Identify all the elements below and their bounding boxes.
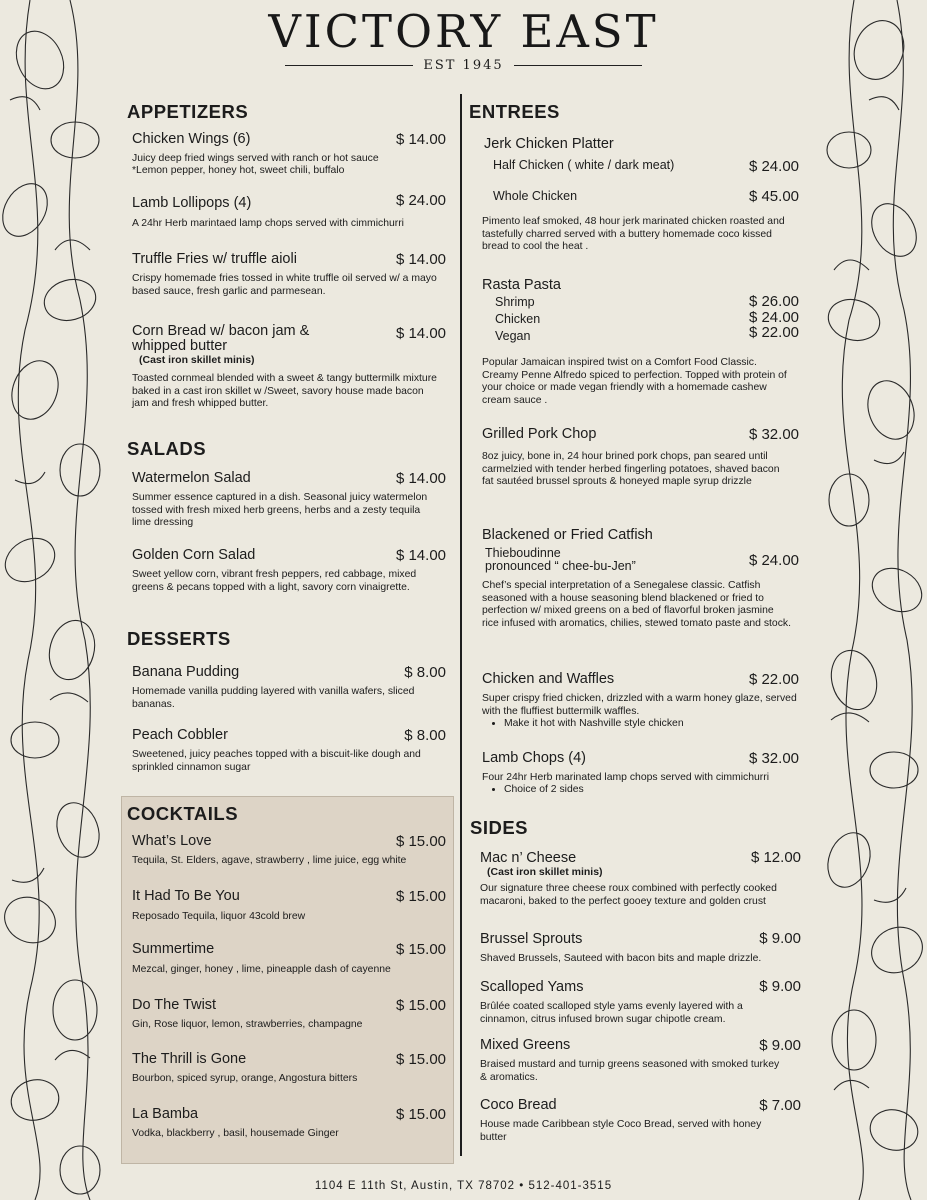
menu-item-name: Chicken and Waffles: [482, 671, 615, 687]
footer-address-phone: 1104 E 11th St, Austin, TX 78702 • 512-401-3515: [314, 1180, 613, 1192]
floral-border-right: [819, 0, 927, 1200]
menu-item-desc: Super crispy fried chicken, drizzled with a warm honey glaze, served with the fluffiest buttermilk waffles.: [482, 693, 797, 717]
menu-item-desc: Four 24hr Herb marinated lamp chops served with cimmichurri: [482, 772, 770, 783]
menu-item-desc: Reposado Tequila, liquor 43cold brew: [132, 911, 306, 922]
menu-item-desc: 8oz juicy, bone in, 24 hour brined pork chops, pan seared until carmelzied with tender herbed fingerling potatoes, shaved bacon fat sautéed brussel sprouts & honeyed maple syrup drizzle: [482, 451, 780, 488]
menu-item-note: (Cast iron skillet minis): [487, 866, 603, 878]
menu-item-price: $ 14.00: [395, 131, 446, 148]
menu-item-name: Rasta Pasta: [482, 277, 561, 293]
menu-item-bullet: • Choice of 2 sides: [504, 784, 804, 797]
menu-item-name: Banana Pudding: [132, 664, 240, 680]
menu-item-price: $ 14.00: [395, 251, 446, 268]
menu-item-desc: Braised mustard and turnip greens seasoned with smoked turkey & aromatics.: [480, 1059, 780, 1083]
menu-item-name: Brussel Sprouts: [480, 931, 583, 947]
menu-item-price: $ 8.00: [404, 727, 446, 744]
menu-item-note: (Cast iron skillet minis): [139, 354, 255, 366]
section-title-salads: SALADS: [127, 438, 207, 459]
menu-item-name: Scalloped Yams: [480, 979, 584, 995]
menu-item-option: Whole Chicken: [493, 189, 578, 203]
menu-item-desc: Tequila, St. Elders, agave, strawberry , lime juice, egg white: [132, 855, 407, 866]
menu-item-bullets: [484, 718, 804, 731]
menu-item-name: Summertime: [132, 941, 215, 957]
menu-item-price: $ 9.00: [759, 1037, 801, 1054]
menu-item-price: $ 9.00: [759, 930, 801, 947]
menu-item-price: $ 45.00: [748, 188, 799, 205]
menu-item-price: $ 24.00: [395, 192, 446, 209]
menu-item-desc: Brûlée coated scalloped style yams evenly layered with a cinnamon, citrus infused brown sugar chipotle cream.: [480, 1001, 743, 1025]
menu-item-name: Peach Cobbler: [132, 727, 228, 743]
menu-item-name: La Bamba: [132, 1106, 199, 1122]
section-title-entrees: ENTREES: [469, 101, 560, 122]
menu-item-name: Lamb Lollipops (4): [132, 195, 252, 211]
menu-item-desc: Bourbon, spiced syrup, orange, Angostura bitters: [132, 1073, 358, 1084]
menu-item-name: Mixed Greens: [480, 1037, 571, 1053]
menu-item-desc: Summer essence captured in a dish. Seasonal juicy watermelon tossed with fresh mixed herb greens, herbs and a zesty tequila lime dressing: [132, 492, 428, 529]
section-title-sides: SIDES: [470, 817, 529, 838]
menu-item-option: Thieboudinne: [485, 546, 561, 560]
header-rule-right: [514, 65, 642, 67]
menu-item-price: $ 24.00: [748, 309, 799, 326]
menu-item-desc: Shaved Brussels, Sauteed with bacon bits and maple drizzle.: [480, 953, 762, 964]
menu-item-desc: Chef’s special interpretation of a Senegalese classic. Catfish seasoned with a house seasoning blend blackened or fried to perfection w/ mixed greens on a bed of flavorful broken jasmine rice infused with aromatics, chilies, stewed tomato paste and stock.: [482, 580, 791, 629]
menu-item-name: Jerk Chicken Platter: [484, 136, 614, 152]
menu-item-price: $ 7.00: [759, 1097, 801, 1114]
menu-item-name: Chicken Wings (6): [132, 131, 251, 147]
menu-item-desc: Juicy deep fried wings served with ranch or hot sauce: [132, 153, 379, 164]
menu-item-name: Corn Bread w/ bacon jam & whipped butter: [132, 323, 310, 354]
menu-item-desc: A 24hr Herb marintaed lamp chops served with cimmichurri: [132, 218, 404, 229]
menu-item-price: $ 26.00: [748, 293, 799, 310]
menu-item-desc: Crispy homemade fries tossed in white truffle oil served w/ a mayo based sauce, fresh garlic and parmesean.: [132, 273, 437, 297]
menu-item-price: $ 9.00: [759, 978, 801, 995]
menu-item-bullet: • Make it hot with Nashville style chicken: [504, 718, 804, 731]
brand-header: [108, 6, 819, 73]
menu-item-price: $ 15.00: [395, 888, 446, 905]
section-title-cocktails: COCKTAILS: [127, 803, 239, 824]
established-year: EST 1945: [423, 58, 504, 73]
menu-item-name: Do The Twist: [132, 997, 217, 1013]
column-divider: [460, 94, 462, 1156]
menu-item-desc: Popular Jamaican inspired twist on a Comfort Food Classic. Creamy Penne Alfredo spiced to perfection. Topped with protein of your choice or made vegan friendly with a homemade cashew cream sauce .: [482, 357, 787, 406]
menu-item-name: Mac n’ Cheese: [480, 850, 577, 866]
menu-item-desc: Sweetened, juicy peaches topped with a biscuit-like dough and sprinkled cinnamon sugar: [132, 749, 421, 773]
section-title-desserts: DESSERTS: [127, 628, 231, 649]
menu-item-name: Coco Bread: [480, 1097, 557, 1113]
menu-item-price: $ 15.00: [395, 997, 446, 1014]
menu-item-name: Blackened or Fried Catfish: [482, 527, 653, 543]
menu-item-desc: *Lemon pepper, honey hot, sweet chili, buffalo: [132, 165, 345, 176]
restaurant-name: VICTORY EAST: [268, 5, 659, 58]
menu-item-price: $ 24.00: [748, 158, 799, 175]
menu-item-price: $ 32.00: [748, 750, 799, 767]
menu-item-desc: Toasted cornmeal blended with a sweet & tangy buttermilk mixture baked in a cast iron skillet w /Sweet, savory house made bacon jam and fresh whipped butter.: [132, 373, 437, 410]
header-rule-left: [285, 65, 413, 67]
menu-item-price: $ 22.00: [748, 324, 799, 341]
menu-item-price: $ 15.00: [395, 1051, 446, 1068]
menu-item-name: Grilled Pork Chop: [482, 426, 597, 442]
menu-item-name: Golden Corn Salad: [132, 547, 256, 563]
menu-item-option: Shrimp: [495, 295, 535, 309]
menu-item-bullets: [484, 784, 804, 797]
menu-item-option: pronounced “ chee-bu-Jen”: [485, 559, 636, 573]
menu-item-price: $ 8.00: [404, 664, 446, 681]
menu-item-desc: Mezcal, ginger, honey , lime, pineapple dash of cayenne: [132, 964, 391, 975]
menu-item-name: Watermelon Salad: [132, 470, 251, 486]
menu-item-name: It Had To Be You: [132, 888, 240, 904]
est-row: [108, 58, 819, 73]
menu-item-option: Half Chicken ( white / dark meat): [493, 158, 675, 172]
menu-item-price: $ 15.00: [395, 833, 446, 850]
menu-item-name: The Thrill is Gone: [132, 1051, 247, 1067]
menu-item-desc: Pimento leaf smoked, 48 hour jerk marinated chicken roasted and tastefully charred served with a buttery homemade coco kissed bread to cool the heat .: [482, 216, 785, 253]
menu-item-name: Lamb Chops (4): [482, 750, 586, 766]
menu-item-price: $ 12.00: [750, 849, 801, 866]
menu-item-price: $ 14.00: [395, 547, 446, 564]
menu-item-desc: Homemade vanilla pudding layered with vanilla wafers, sliced bananas.: [132, 686, 415, 710]
menu-item-name: What’s Love: [132, 833, 212, 849]
menu-item-option: Vegan: [495, 329, 531, 343]
menu-item-price: $ 15.00: [395, 941, 446, 958]
menu-item-option: Chicken: [495, 312, 541, 326]
menu-item-desc: Vodka, blackberry , basil, housemade Ginger: [132, 1128, 339, 1139]
section-title-appetizers: APPETIZERS: [127, 101, 249, 122]
menu-item-desc: Gin, Rose liquor, lemon, strawberries, champagne: [132, 1019, 363, 1030]
menu-item-price: $ 24.00: [748, 552, 799, 569]
menu-item-desc: House made Caribbean style Coco Bread, served with honey butter: [480, 1119, 762, 1143]
menu-item-price: $ 15.00: [395, 1106, 446, 1123]
menu-item-price: $ 32.00: [748, 426, 799, 443]
menu-item-name: Truffle Fries w/ truffle aioli: [132, 251, 297, 267]
menu-item-price: $ 22.00: [748, 671, 799, 688]
menu-item-desc: Our signature three cheese roux combined with perfectly cooked macaroni, baked to the perfect gooey texture and golden crust: [480, 883, 777, 907]
floral-border-left: [0, 0, 108, 1200]
menu-item-desc: Sweet yellow corn, vibrant fresh peppers, red cabbage, mixed greens & pecans topped with a light, savory corn vinaigrette.: [132, 569, 417, 593]
menu-item-price: $ 14.00: [395, 470, 446, 487]
menu-item-price: $ 14.00: [395, 325, 446, 342]
